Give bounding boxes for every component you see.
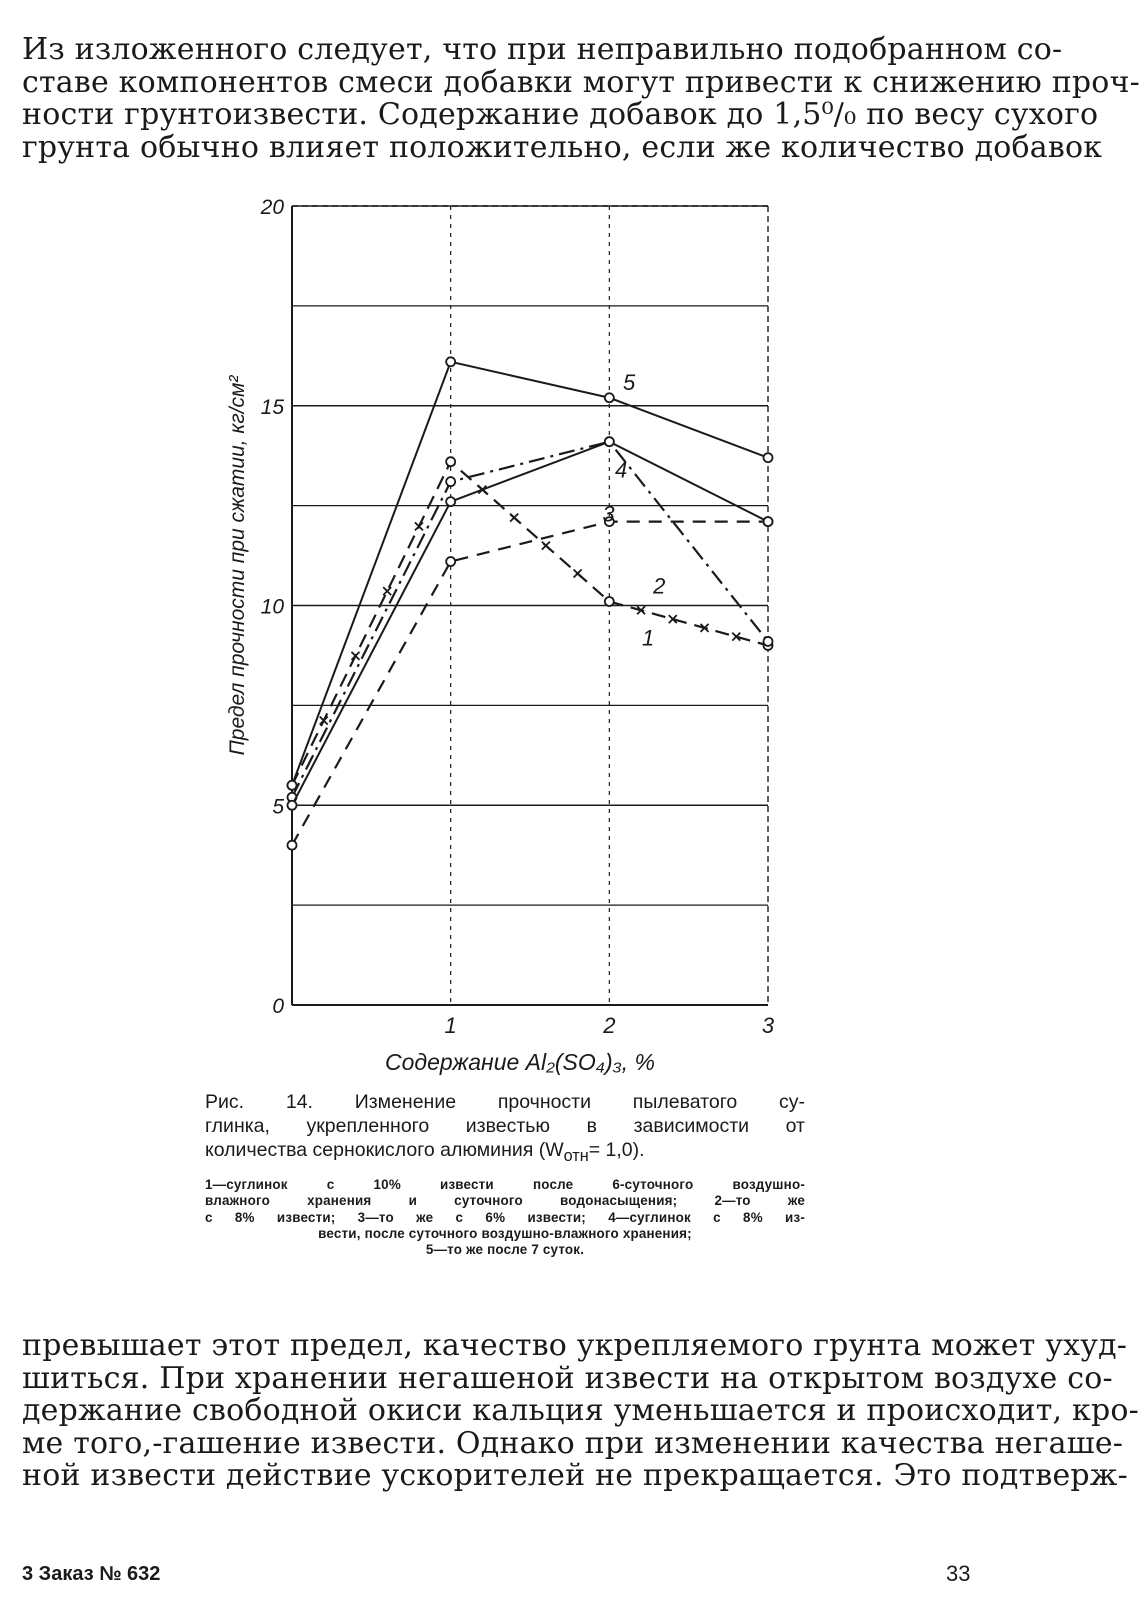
text-line: шиться. При хранении негашеной извести на открытом воздухе со-	[22, 1360, 1113, 1396]
series-marker-cross	[383, 587, 391, 595]
series-marker-cross	[542, 542, 550, 550]
series-marker-cross	[574, 570, 582, 578]
series-label-2: 2	[653, 573, 666, 599]
series-point-4	[764, 517, 773, 526]
series-line-3	[292, 522, 768, 846]
series-label-3: 3	[602, 501, 615, 527]
caption-line	[205, 1138, 805, 1168]
caption-subscript: отн	[563, 1146, 589, 1165]
series-point-5	[446, 357, 455, 366]
series-point-2	[764, 637, 773, 646]
x-tick-label: 2	[603, 1013, 616, 1038]
footer-order-number: 3 Заказ № 632	[22, 1563, 161, 1585]
series-point-3	[446, 557, 455, 566]
series-point-5	[764, 453, 773, 462]
strength-chart	[200, 190, 800, 1080]
series-marker-cross	[510, 514, 518, 522]
caption-line: Рис. 14. Изменение прочности пылеватого су-	[205, 1091, 805, 1113]
legend-line: вести, после суточного воздушно-влажного хранения;	[318, 1225, 692, 1241]
series-marker-cross	[351, 652, 359, 660]
x-axis-title: Содержание Al₂(SO₄)₃, %	[384, 1049, 656, 1075]
series-label-5: 5	[622, 369, 636, 395]
y-tick-label: 0	[272, 995, 284, 1018]
text-line: грунта обычно влияет положительно, если же количество добавок	[22, 129, 1103, 165]
series-point-4	[605, 437, 614, 446]
text-line: Из изложенного следует, что при неправильно подобранном со-	[22, 32, 1063, 67]
y-tick-label: 20	[260, 196, 284, 219]
text-line: превышает этот предел, качество укрепляемого грунта может ухуд-	[22, 1328, 1128, 1363]
legend-line: влажного хранения и суточного водонасыщения; 2—то же	[205, 1193, 805, 1209]
text-line: держание свободной окиси кальция уменьшается и происходит, кро-	[22, 1393, 1139, 1429]
text-line: ставе компонентов смеси добавки могут привести к снижению проч-	[22, 64, 1140, 100]
figure-legend	[205, 1177, 805, 1258]
series-point-4	[446, 497, 455, 506]
text-line: ной извести действие ускорителей не прекращается. Это подтверж-	[22, 1458, 1128, 1494]
series-point-3	[288, 841, 297, 850]
text-line: ме того,-гашение извести. Однако при изменении качества негаше-	[22, 1425, 1124, 1461]
series-point-5	[605, 393, 614, 402]
y-tick-label: 10	[260, 595, 284, 619]
x-tick-label: 3	[761, 1013, 775, 1038]
series-point-1	[605, 597, 614, 606]
y-tick-label: 5	[272, 795, 284, 819]
caption-line: глинка, укрепленного известью в зависимости от	[205, 1115, 805, 1137]
y-axis-title: Предел прочности при сжатии, кг/см²	[226, 375, 249, 756]
caption-text: количества сернокислого алюминия (W	[205, 1139, 564, 1161]
series-point-2	[446, 477, 455, 486]
series-line-4	[292, 442, 768, 806]
series-point-1	[446, 457, 455, 466]
y-tick-label: 15	[260, 395, 284, 419]
legend-line: 5—то же после 7 суток.	[425, 1242, 585, 1258]
paragraph-bottom	[22, 1328, 1139, 1494]
series-line-2	[292, 442, 768, 798]
figure-caption	[205, 1090, 805, 1168]
series-point-4	[288, 801, 297, 810]
series-marker-cross	[415, 522, 423, 530]
page-number: 33	[946, 1561, 971, 1586]
x-tick-label: 1	[444, 1013, 457, 1038]
legend-line: с 8% извести; 3—то же с 6% извести; 4—суглинок с 8% из-	[205, 1209, 805, 1225]
series-marker-cross	[320, 717, 328, 725]
series-point-5	[288, 781, 297, 790]
series-line-5	[292, 362, 768, 785]
caption-text: = 1,0).	[588, 1139, 645, 1161]
text-line: ности грунтоизвести. Содержание добавок до 1,5⁰/₀ по весу сухого	[22, 97, 1099, 133]
paragraph-top	[22, 32, 1140, 165]
series-label-1: 1	[642, 625, 655, 651]
series-label-4: 4	[615, 457, 628, 483]
series-line-1	[292, 462, 768, 786]
legend-line: 1—суглинок с 10% извести после 6-суточного воздушно-	[205, 1177, 805, 1192]
